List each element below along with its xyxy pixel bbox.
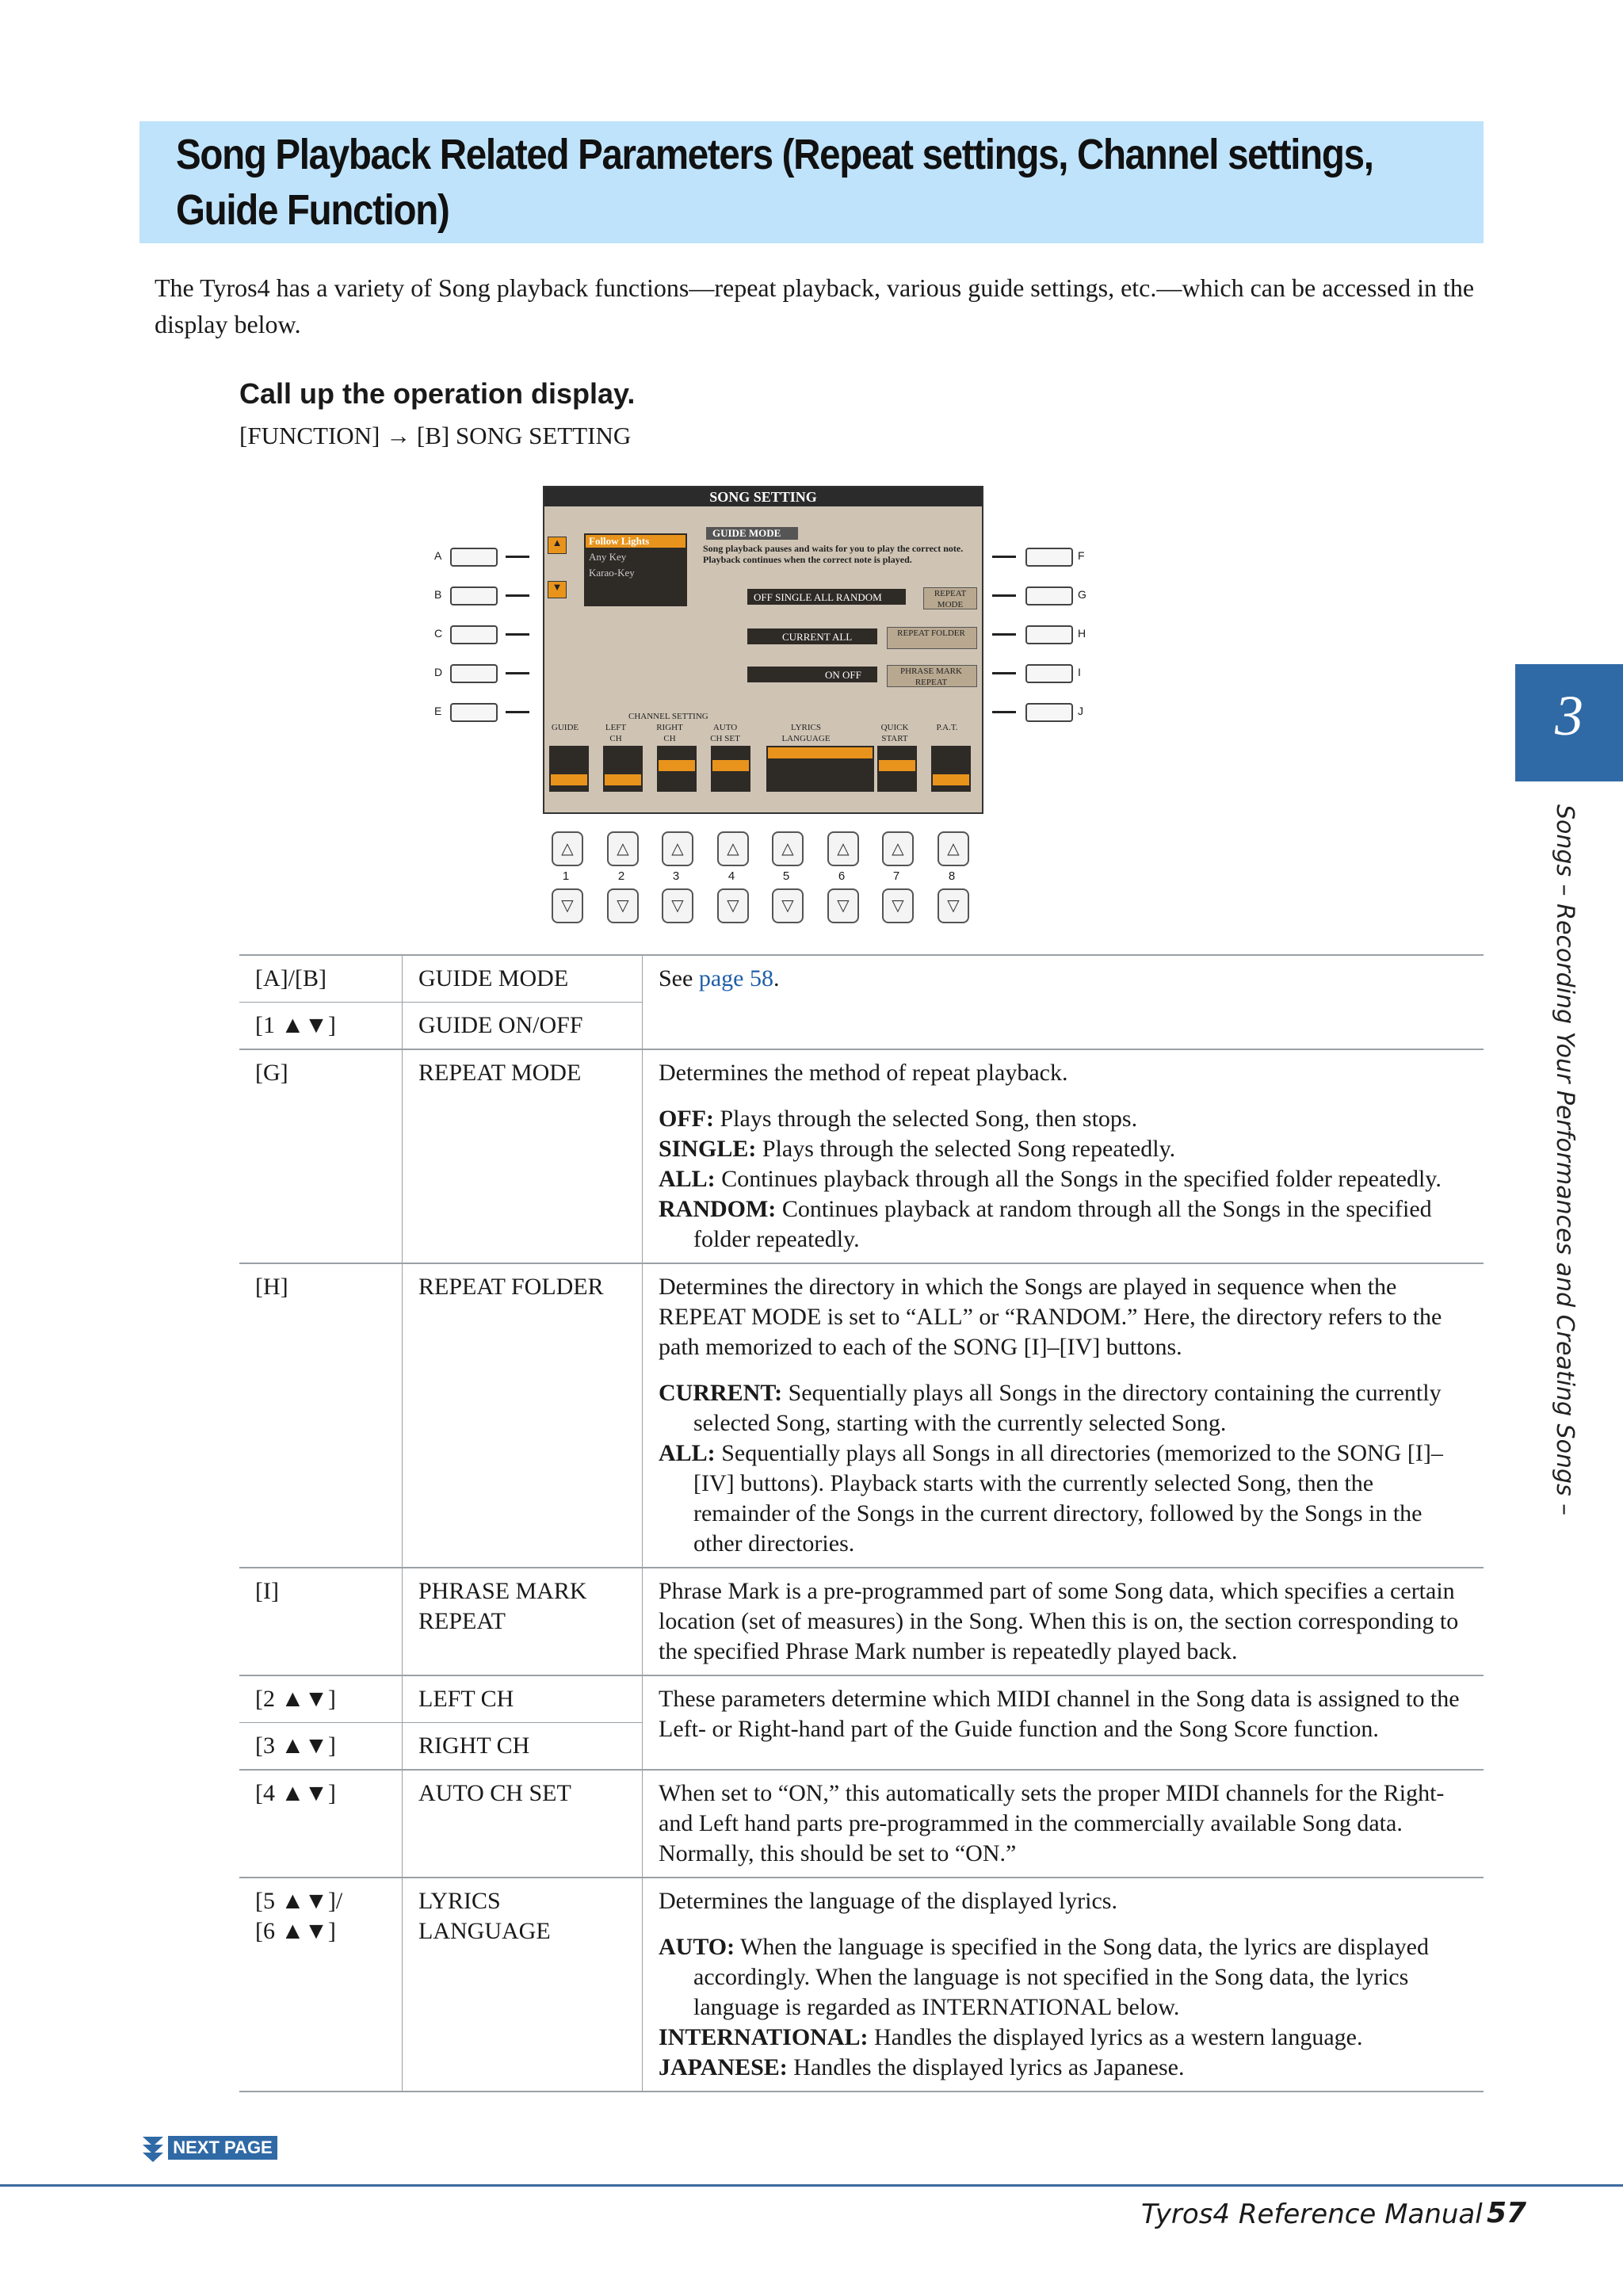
- desc-item: [659, 1932, 1474, 2023]
- desc-term: AUTO:: [659, 1934, 735, 1960]
- desc-term: RANDOM:: [659, 1196, 777, 1222]
- button-number: 3: [672, 869, 680, 883]
- desc-text: When the language is specified in the Song data, the lyrics are displayed accordingly. When the language is not specified in the Song data, the lyrics language is regarded as INTERNATIONAL below.: [693, 1934, 1429, 2020]
- column-label: RIGHT CH: [656, 723, 683, 743]
- lead-line: [506, 711, 529, 713]
- desc-item: [659, 1378, 1474, 1438]
- up-button-8[interactable]: △: [938, 831, 969, 866]
- step-title: Call up the operation display.: [239, 377, 636, 410]
- button-number: 6: [838, 869, 846, 883]
- button-number: 4: [727, 869, 735, 883]
- song-setting-display-figure: [412, 479, 1189, 939]
- table-row: [239, 1049, 1484, 1263]
- column-label: AUTO CH SET: [710, 723, 740, 743]
- side-label-f: F: [1078, 549, 1085, 562]
- page-number: 57: [1487, 2197, 1527, 2229]
- param-name: GUIDE MODE: [403, 955, 643, 1003]
- side-label-g: G: [1078, 588, 1086, 601]
- lead-line: [506, 594, 529, 597]
- lead-line: [992, 672, 1016, 674]
- param-name: RIGHT CH: [403, 1723, 643, 1771]
- side-label-e: E: [434, 705, 442, 717]
- lead-line: [506, 556, 529, 558]
- up-arrow-icon: ▲: [548, 537, 567, 554]
- value-highlight: [712, 760, 749, 771]
- down-button-2[interactable]: ▽: [607, 888, 639, 923]
- button-number: 2: [617, 869, 625, 883]
- param-desc: [643, 1049, 1484, 1263]
- down-button-6[interactable]: ▽: [827, 888, 859, 923]
- down-button-8[interactable]: ▽: [938, 888, 969, 923]
- desc-item: [659, 1134, 1474, 1164]
- desc-term: ALL:: [659, 1166, 716, 1192]
- desc-text: Handles the displayed lyrics as Japanese.: [787, 2054, 1185, 2080]
- param-key: [4 ▲▼]: [239, 1770, 403, 1878]
- param-desc: [643, 955, 1484, 1049]
- next-page-label[interactable]: NEXT PAGE: [168, 2136, 277, 2160]
- param-name: PHRASE MARK REPEAT: [403, 1568, 643, 1675]
- step-path: [FUNCTION] → [B] SONG SETTING: [239, 422, 632, 449]
- desc-item: [659, 2023, 1474, 2053]
- table-row: [239, 1770, 1484, 1878]
- down-button-3[interactable]: ▽: [662, 888, 693, 923]
- param-key: [H]: [239, 1263, 403, 1568]
- column-label: LEFT CH: [605, 723, 627, 743]
- desc-text: Sequentially plays all Songs in all directories (memorized to the SONG [I]–[IV] buttons). Playback starts with the currently selected Song, then the remainder of the Songs in the current directory, followed by the Songs in the other directories.: [693, 1440, 1443, 1557]
- up-button-3[interactable]: △: [662, 831, 693, 866]
- intro-paragraph: The Tyros4 has a variety of Song playback functions—repeat playback, various guide settings, etc.—which can be accessed in the display below.: [155, 273, 1475, 338]
- value-highlight: [933, 774, 969, 785]
- side-label-i: I: [1078, 666, 1081, 678]
- param-name: REPEAT FOLDER: [403, 1263, 643, 1568]
- repeat-folder-tab-label: REPEAT FOLDER: [897, 628, 965, 638]
- side-label-b: B: [434, 588, 442, 601]
- desc-term: SINGLE:: [659, 1136, 757, 1162]
- param-name: GUIDE ON/OFF: [403, 1003, 643, 1050]
- value-highlight: [879, 760, 915, 771]
- param-key: [G]: [239, 1049, 403, 1263]
- down-button-7[interactable]: ▽: [882, 888, 914, 923]
- footer-manual-title: Tyros4 Reference Manual: [1141, 2199, 1483, 2230]
- desc-text: Plays through the selected Song, then stops.: [713, 1106, 1138, 1132]
- desc-item: [659, 2053, 1474, 2083]
- param-name: LEFT CH: [403, 1675, 643, 1723]
- desc-text: Handles the displayed lyrics as a western language.: [868, 2024, 1363, 2050]
- lead-line: [992, 594, 1016, 597]
- desc-item: [659, 1438, 1474, 1559]
- button-number: 5: [782, 869, 790, 883]
- value-highlight: [605, 774, 641, 785]
- param-key: [A]/[B]: [239, 955, 403, 1003]
- phrase-mark-options: ON OFF: [825, 669, 861, 681]
- param-key: [239, 1878, 403, 2092]
- up-button-2[interactable]: △: [607, 831, 639, 866]
- column-label: P.A.T.: [936, 723, 958, 732]
- repeat-mode-tab-label: REPEAT MODE: [934, 589, 967, 609]
- guide-mode-label: GUIDE MODE: [712, 527, 781, 539]
- lead-line: [506, 672, 529, 674]
- side-label-h: H: [1078, 627, 1086, 640]
- desc-text: Determines the directory in which the Songs are played in sequence when the REPEAT MODE is set to “ALL” or “RANDOM.” Here, the directory refers to the path memorized to each of the SONG [I]–[IV] buttons.: [659, 1274, 1442, 1360]
- chapter-side-title: [1541, 804, 1588, 1518]
- param-key: [2 ▲▼]: [239, 1675, 403, 1723]
- down-button-5[interactable]: ▽: [772, 888, 804, 923]
- guide-item[interactable]: Any Key: [589, 551, 627, 563]
- param-key-line: [5 ▲▼]/: [255, 1888, 343, 1914]
- parameter-table: [239, 954, 1484, 2092]
- desc-text: Continues playback at random through all the Songs in the specified folder repeatedly.: [693, 1196, 1432, 1252]
- button-e[interactable]: [450, 703, 498, 722]
- desc-item: [659, 1104, 1474, 1134]
- repeat-mode-options: OFF SINGLE ALL RANDOM: [754, 591, 882, 603]
- repeat-folder-options: CURRENT ALL: [782, 631, 853, 643]
- button-number: 7: [892, 869, 900, 883]
- up-button-1[interactable]: △: [552, 831, 583, 866]
- param-key: [I]: [239, 1568, 403, 1675]
- footer-divider: [0, 2184, 1623, 2187]
- lead-line: [992, 633, 1016, 636]
- up-button-7[interactable]: △: [882, 831, 914, 866]
- section-title-line1: Song Playback Related Parameters (Repeat settings, Channel settings,: [176, 131, 1373, 178]
- down-button-1[interactable]: ▽: [552, 888, 583, 923]
- param-key-line: [6 ▲▼]: [255, 1918, 336, 1944]
- table-row: [239, 1263, 1484, 1568]
- side-label-c: C: [434, 627, 443, 640]
- desc-term: OFF:: [659, 1106, 714, 1132]
- desc-term: CURRENT:: [659, 1380, 783, 1406]
- button-d[interactable]: [450, 664, 498, 683]
- param-name-line: LYRICS: [418, 1888, 501, 1914]
- column-label: GUIDE: [551, 723, 579, 732]
- param-desc: [643, 1878, 1484, 2092]
- side-label-a: A: [434, 549, 442, 562]
- chapter-side-title-text: Songs – Recording Your Performances and Creating Songs –: [1551, 804, 1579, 1516]
- desc-term: JAPANESE:: [659, 2054, 788, 2080]
- section-title: [176, 127, 1473, 238]
- param-name: REPEAT MODE: [403, 1049, 643, 1263]
- button-f[interactable]: [1025, 548, 1073, 567]
- value-highlight: [768, 747, 873, 758]
- button-number: 8: [948, 869, 956, 883]
- param-key: [1 ▲▼]: [239, 1003, 403, 1050]
- lead-line: [992, 556, 1016, 558]
- button-number: 1: [562, 869, 570, 883]
- column-label: QUICK START: [880, 723, 909, 743]
- button-j[interactable]: [1025, 703, 1073, 722]
- param-desc: These parameters determine which MIDI channel in the Song data is assigned to the Left- or Right-hand part of the Guide function and the Song Score function.: [643, 1675, 1484, 1770]
- desc-text: Plays through the selected Song repeatedly.: [756, 1136, 1176, 1162]
- guide-item[interactable]: Karao-Key: [589, 567, 635, 579]
- table-row: [239, 955, 1484, 1003]
- button-b[interactable]: [450, 586, 498, 606]
- down-button-4[interactable]: ▽: [717, 888, 749, 923]
- lcd-title: SONG SETTING: [544, 487, 982, 506]
- button-c[interactable]: [450, 625, 498, 644]
- up-button-5[interactable]: △: [772, 831, 804, 866]
- desc-text: Continues playback through all the Songs in the specified folder repeatedly.: [715, 1166, 1442, 1192]
- up-button-4[interactable]: △: [717, 831, 749, 866]
- lead-line: [992, 711, 1016, 713]
- param-desc: When set to “ON,” this automatically sets the proper MIDI channels for the Right- and Left hand parts pre-programmed in the commercially available Song data. Normally, this should be set to “ON.”: [643, 1770, 1484, 1878]
- page-link[interactable]: page 58: [698, 965, 773, 991]
- button-a[interactable]: [450, 548, 498, 567]
- channel-setting-label: CHANNEL SETTING: [628, 712, 708, 721]
- value-highlight: [551, 774, 587, 785]
- desc-term: ALL:: [659, 1440, 716, 1466]
- table-row: [239, 1568, 1484, 1675]
- section-title-line2: Guide Function): [176, 186, 449, 234]
- guide-item[interactable]: Follow Lights: [589, 535, 650, 547]
- desc-term: INTERNATIONAL:: [659, 2024, 869, 2050]
- desc-text: See: [659, 965, 699, 991]
- desc-text: Determines the method of repeat playback.: [659, 1060, 1068, 1086]
- param-name: AUTO CH SET: [403, 1770, 643, 1878]
- chapter-number: 3: [1555, 684, 1583, 747]
- param-key: [3 ▲▼]: [239, 1723, 403, 1771]
- param-desc: [643, 1263, 1484, 1568]
- side-label-d: D: [434, 666, 443, 678]
- desc-text: Determines the language of the displayed lyrics.: [659, 1888, 1117, 1914]
- guide-description: Song playback pauses and waits for you to play the correct note. Playback continues when the correct note is played.: [703, 543, 964, 565]
- param-name: [403, 1878, 643, 2092]
- button-g[interactable]: [1025, 586, 1073, 606]
- value-highlight: [659, 760, 695, 771]
- button-h[interactable]: [1025, 625, 1073, 644]
- lead-line: [506, 633, 529, 636]
- table-row: [239, 1675, 1484, 1723]
- column-label: LYRICS LANGUAGE: [781, 723, 831, 743]
- table-row: [239, 1878, 1484, 2092]
- lcd-screen: [543, 486, 983, 814]
- side-label-j: J: [1078, 705, 1083, 717]
- double-chevron-down-icon: [141, 2134, 165, 2165]
- param-name-line: LANGUAGE: [418, 1918, 551, 1944]
- down-arrow-icon: ▼: [548, 581, 567, 598]
- desc-item: [659, 1164, 1474, 1194]
- param-desc: Phrase Mark is a pre-programmed part of some Song data, which specifies a certain location (set of measures) in the Song. When this is on, the section corresponding to the specified Phrase Mark number is repeatedly played back.: [643, 1568, 1484, 1675]
- button-i[interactable]: [1025, 664, 1073, 683]
- desc-text: Sequentially plays all Songs in the directory containing the currently selected Song, starting with the currently selected Song.: [693, 1380, 1442, 1436]
- desc-text: .: [773, 965, 780, 991]
- phrase-mark-tab-label: PHRASE MARK REPEAT: [900, 667, 962, 687]
- up-button-6[interactable]: △: [827, 831, 859, 866]
- desc-item: [659, 1194, 1474, 1255]
